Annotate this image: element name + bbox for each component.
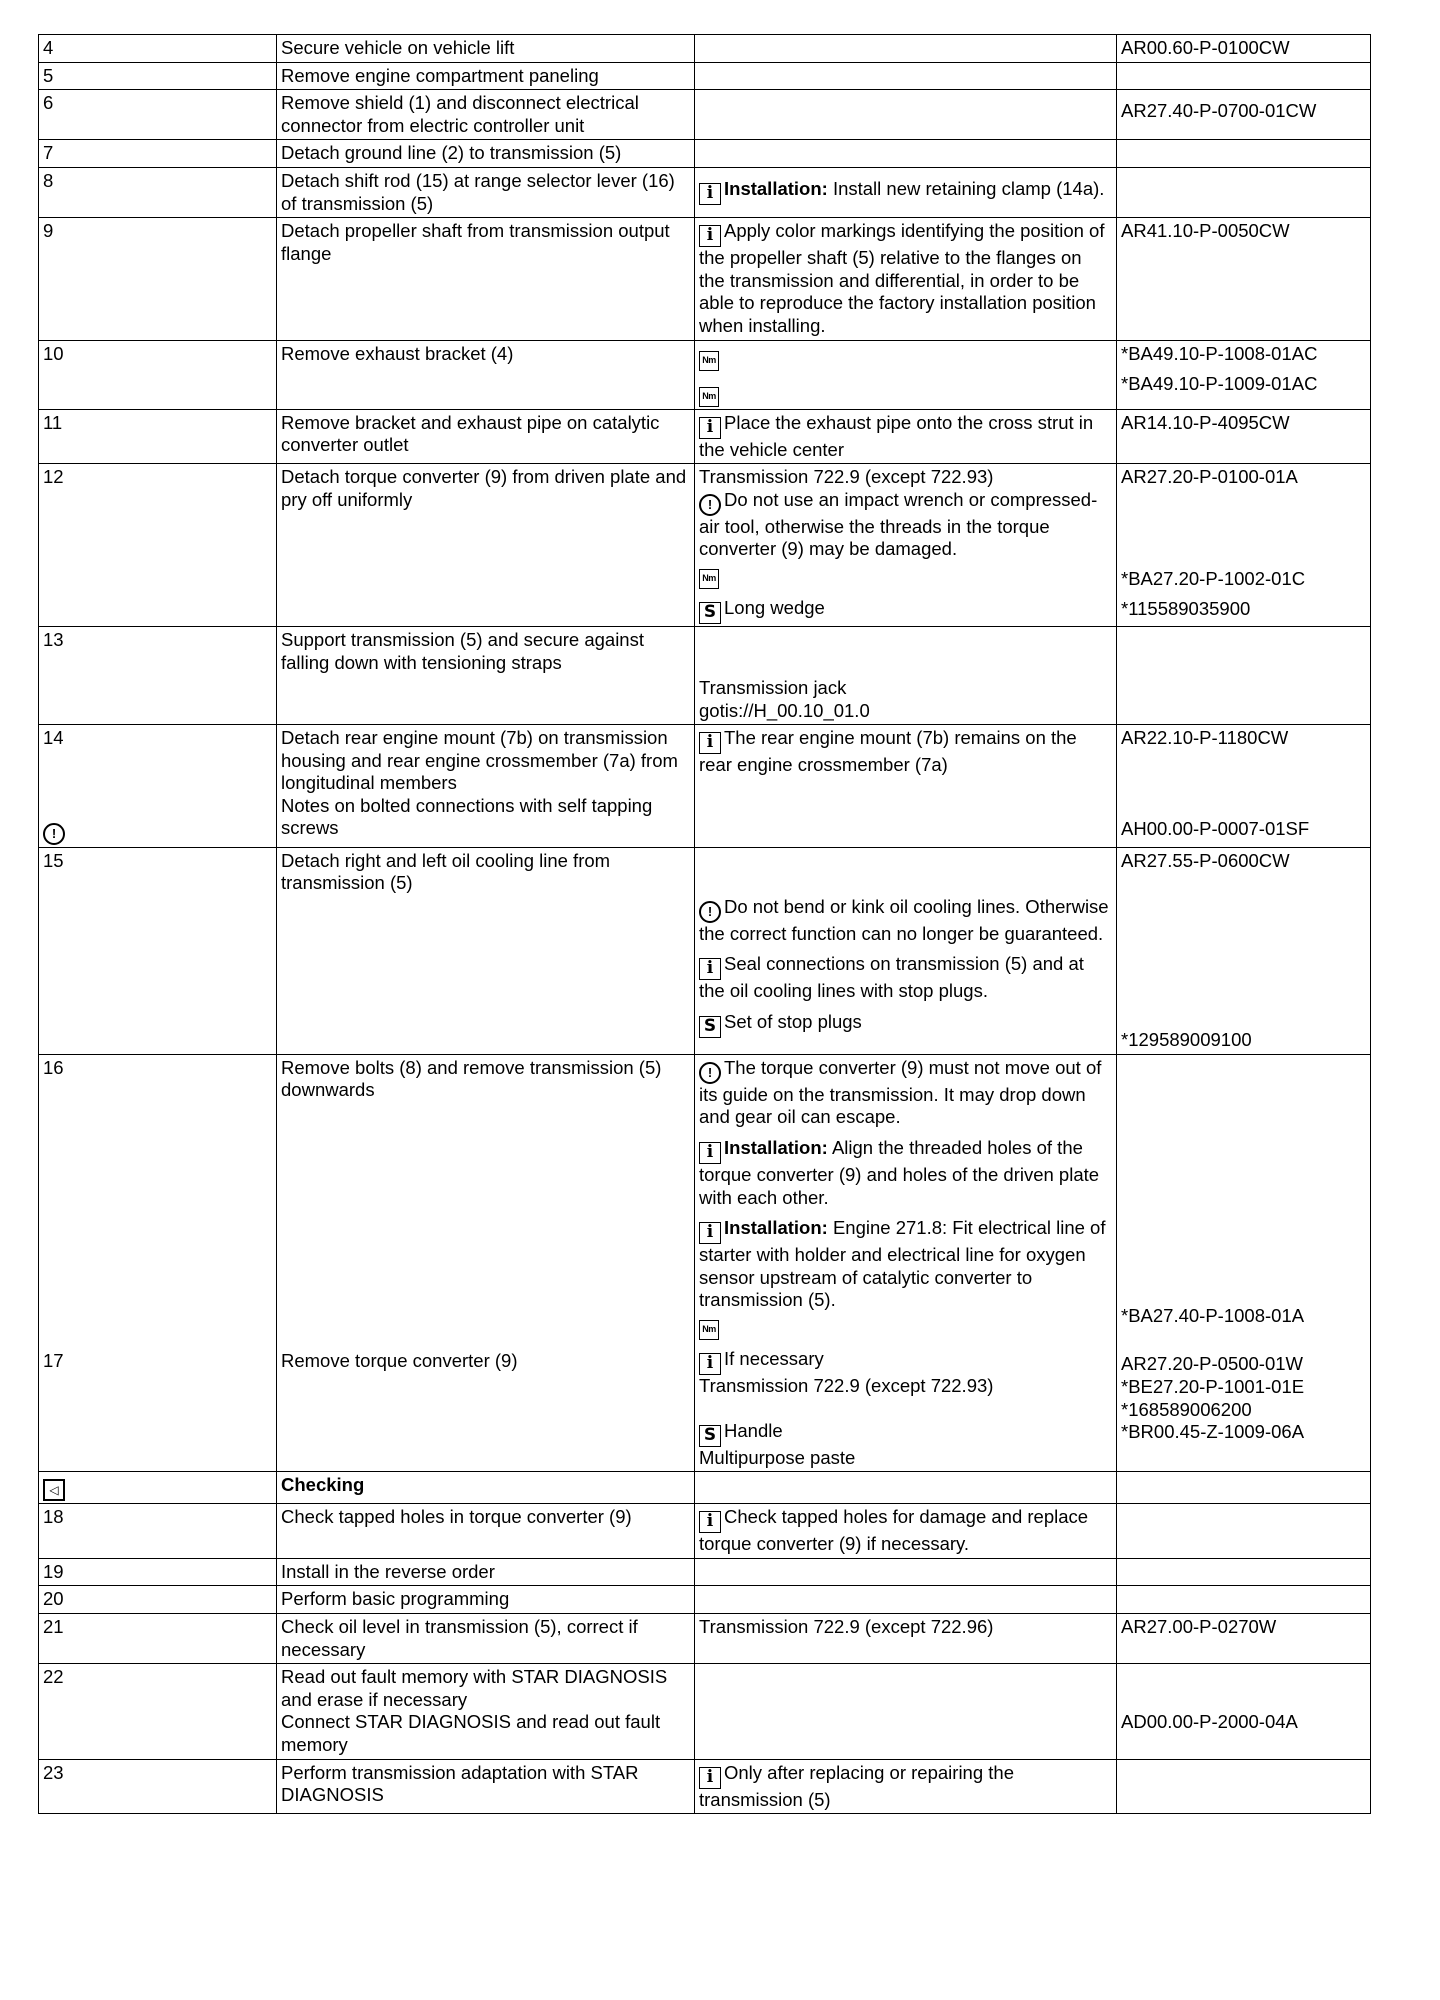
step-notes — [695, 409, 1117, 464]
step-description: Remove bolts (8) and remove transmission (5) downwards Remove torque converter (9) — [277, 1054, 695, 1471]
step-number: 10 — [39, 340, 277, 409]
warning-text: Do not use an impact wrench or compressed-air tool, otherwise the threads in the torque converter (9) may be damaged. — [699, 488, 1098, 560]
step-reference — [1117, 626, 1371, 724]
step-reference[interactable]: AR00.60-P-0100CW — [1117, 35, 1371, 63]
step-description: Support transmission (5) and secure against falling down with tensioning straps — [277, 626, 695, 724]
note-text: Check tapped holes for damage and replace torque converter (9) if necessary. — [699, 1506, 1089, 1555]
reference-link[interactable]: AR27.55-P-0600CW — [1121, 849, 1290, 871]
table-row — [39, 464, 1371, 627]
warning-icon: ! — [699, 1062, 721, 1084]
info-icon: i — [699, 958, 721, 980]
table-row — [39, 1759, 1371, 1814]
note-text: Transmission 722.9 (except 722.93) — [699, 1375, 994, 1397]
table-row — [39, 1558, 1371, 1586]
step-number: 23 — [39, 1759, 277, 1814]
info-icon: i — [699, 1511, 721, 1533]
table-row — [39, 1614, 1371, 1664]
step-notes — [695, 62, 1117, 90]
step-number: 8 — [39, 167, 277, 217]
reference-link[interactable]: *BA27.20-P-1002-01C — [1121, 567, 1306, 589]
tool-name: Set of stop plugs — [724, 1010, 862, 1032]
reference-link[interactable]: *168589006200 — [1121, 1398, 1252, 1420]
step-description: Detach propeller shaft from transmission output flange — [277, 218, 695, 340]
step-notes — [695, 725, 1117, 848]
step-description: Perform basic programming — [277, 1586, 695, 1614]
reference-link[interactable]: AR22.10-P-1180CW — [1121, 727, 1289, 749]
reference-link[interactable]: AR27.20-P-0100-01A — [1121, 466, 1298, 488]
step-description: Secure vehicle on vehicle lift — [277, 35, 695, 63]
step-reference — [1117, 1664, 1371, 1759]
step-notes — [695, 1664, 1117, 1759]
warning-icon: ! — [699, 494, 721, 516]
table-row — [39, 1664, 1371, 1759]
step-number: 20 — [39, 1586, 277, 1614]
step-notes — [695, 140, 1117, 168]
step-reference[interactable]: AR27.00-P-0270W — [1117, 1614, 1371, 1664]
step-number: 13 — [39, 626, 277, 724]
note-text: Only after replacing or repairing the transmission (5) — [699, 1761, 1014, 1810]
note-label: Installation: — [724, 1137, 828, 1159]
step-notes — [695, 218, 1117, 340]
step-number — [39, 1472, 277, 1504]
table-row — [39, 90, 1371, 140]
reference-link[interactable]: *115589035900 — [1121, 598, 1251, 620]
step-notes: Transmission 722.9 (except 722.96) — [695, 1614, 1117, 1664]
step-reference[interactable]: AR41.10-P-0050CW — [1117, 218, 1371, 340]
table-row — [39, 725, 1371, 848]
step-description: Detach right and left oil cooling line from transmission (5) — [277, 847, 695, 1054]
step-reference — [1117, 1054, 1371, 1471]
step-number: 12 — [39, 464, 277, 627]
step-notes — [695, 626, 1117, 724]
step-notes — [695, 90, 1117, 140]
step-description: Remove engine compartment paneling — [277, 62, 695, 90]
note-text: Place the exhaust pipe onto the cross strut in the vehicle center — [699, 411, 1094, 460]
info-icon: i — [699, 225, 721, 247]
warning-text: Do not bend or kink oil cooling lines. Otherwise the correct function can no longer be guaranteed. — [699, 895, 1109, 944]
step-notes — [695, 1504, 1117, 1559]
step-reference — [1117, 1504, 1371, 1559]
step-reference — [1117, 1586, 1371, 1614]
reference-link[interactable]: *129589009100 — [1121, 1029, 1252, 1051]
step-description: Check oil level in transmission (5), correct if necessary — [277, 1614, 695, 1664]
step-notes — [695, 1586, 1117, 1614]
step-number: 14 ! — [39, 725, 277, 848]
table-row — [39, 1586, 1371, 1614]
table-row — [39, 626, 1371, 724]
step-notes — [695, 35, 1117, 63]
step-notes — [695, 1472, 1117, 1504]
note-text: If necessary — [724, 1348, 824, 1370]
info-icon: i — [699, 1767, 721, 1789]
reference-link[interactable]: AR27.20-P-0500-01W — [1121, 1353, 1304, 1375]
step-notes — [695, 1054, 1117, 1471]
tool-link[interactable]: gotis://H_00.10_01.0 — [699, 699, 870, 721]
table-row — [39, 409, 1371, 464]
step-reference — [1117, 140, 1371, 168]
note-text: Seal connections on transmission (5) and at the oil cooling lines with stop plugs. — [699, 953, 1084, 1002]
step-number: 9 — [39, 218, 277, 340]
torque-nm-icon: Nm — [699, 569, 719, 589]
table-row — [39, 847, 1371, 1054]
step-number: 11 — [39, 409, 277, 464]
table-row — [39, 340, 1371, 409]
torque-nm-icon: Nm — [699, 387, 719, 407]
step-reference — [1117, 62, 1371, 90]
step-number: 19 — [39, 1558, 277, 1586]
table-row — [39, 218, 1371, 340]
step-description: Install in the reverse order — [277, 1558, 695, 1586]
step-description: Detach shift rod (15) at range selector lever (16) of transmission (5) — [277, 167, 695, 217]
section-heading: Checking — [277, 1472, 695, 1504]
step-reference — [1117, 464, 1371, 627]
special-tool-icon: S — [699, 602, 721, 624]
note-label: Installation: — [724, 1217, 828, 1239]
step-reference — [1117, 1558, 1371, 1586]
torque-nm-icon: Nm — [699, 351, 719, 371]
info-icon: i — [699, 183, 721, 205]
tool-name: Transmission jack — [699, 676, 847, 698]
step-number: 18 — [39, 1504, 277, 1559]
checking-icon: ◁ — [43, 1479, 65, 1501]
torque-nm-icon: Nm — [699, 1320, 719, 1340]
note-text: Install new retaining clamp (14a). — [832, 177, 1105, 199]
reference-link[interactable]: *BA49.10-P-1009-01AC — [1121, 373, 1318, 395]
note-text: Multipurpose paste — [699, 1446, 856, 1468]
step-description: Detach rear engine mount (7b) on transmission housing and rear engine crossmember (7a) from longitudinal members Notes on bolted connections with self tapping screws — [277, 725, 695, 848]
procedure-table — [38, 34, 1371, 1814]
note-label: Installation: — [724, 177, 828, 199]
table-row — [39, 35, 1371, 63]
step-notes — [695, 847, 1117, 1054]
step-description: Read out fault memory with STAR DIAGNOSIS and erase if necessary Connect STAR DIAGNOSIS and read out fault memory — [277, 1664, 695, 1759]
step-reference — [1117, 1472, 1371, 1504]
reference-link[interactable]: AR27.40-P-0700-01CW — [1121, 100, 1317, 122]
procedure-table-container — [38, 34, 1370, 1814]
reference-link[interactable]: *BA27.40-P-1008-01A — [1121, 1304, 1305, 1326]
reference-link[interactable]: *BA49.10-P-1008-01AC — [1121, 342, 1318, 364]
note-text: Engine 271.8: Fit electrical line of starter with holder and electrical line for oxygen sensor upstream of catalytic converter to transmission (5). — [699, 1217, 1106, 1311]
reference-link[interactable]: *BE27.20-P-1001-01E — [1121, 1376, 1305, 1398]
step-reference — [1117, 847, 1371, 1054]
step-notes — [695, 1759, 1117, 1814]
step-number: 6 — [39, 90, 277, 140]
tool-name: Handle — [724, 1419, 783, 1441]
reference-link[interactable]: *BR00.45-Z-1009-06A — [1121, 1421, 1305, 1443]
note-text: Align the threaded holes of the torque converter (9) and holes of the driven plate with each other. — [699, 1137, 1100, 1208]
table-row — [39, 1504, 1371, 1559]
info-icon: i — [699, 1353, 721, 1375]
step-description: Check tapped holes in torque converter (9) — [277, 1504, 695, 1559]
step-description: Perform transmission adaptation with STAR DIAGNOSIS — [277, 1759, 695, 1814]
table-row — [39, 62, 1371, 90]
warning-icon: ! — [43, 823, 65, 845]
info-icon: i — [699, 1142, 721, 1164]
step-reference[interactable]: AR14.10-P-4095CW — [1117, 409, 1371, 464]
reference-link[interactable]: AD00.00-P-2000-04A — [1121, 1711, 1298, 1733]
note-text: Apply color markings identifying the position of the propeller shaft (5) relative to the flanges on the transmission and differential, in order to be able to reproduce the factory installation position when installing. — [699, 220, 1105, 336]
info-icon: i — [699, 732, 721, 754]
special-tool-icon: S — [699, 1016, 721, 1038]
table-row — [39, 167, 1371, 217]
warning-text: The torque converter (9) must not move out of its guide on the transmission. It may drop down and gear oil can escape. — [699, 1056, 1102, 1128]
table-row — [39, 1472, 1371, 1504]
note-text: The rear engine mount (7b) remains on the rear engine crossmember (7a) — [699, 727, 1077, 776]
special-tool-icon: S — [699, 1425, 721, 1447]
info-icon: i — [699, 1222, 721, 1244]
step-notes — [695, 1558, 1117, 1586]
step-description: Remove shield (1) and disconnect electrical connector from electric controller unit — [277, 90, 695, 140]
step-number: 21 — [39, 1614, 277, 1664]
step-description: Remove bracket and exhaust pipe on catalytic converter outlet — [277, 409, 695, 464]
step-number: 15 — [39, 847, 277, 1054]
step-notes — [695, 167, 1117, 217]
step-reference — [1117, 90, 1371, 140]
step-number: 16 17 — [39, 1054, 277, 1471]
step-reference — [1117, 1759, 1371, 1814]
step-number: 22 — [39, 1664, 277, 1759]
step-reference — [1117, 725, 1371, 848]
table-row — [39, 1054, 1371, 1471]
step-number: 4 — [39, 35, 277, 63]
table-row — [39, 140, 1371, 168]
step-description: Detach torque converter (9) from driven plate and pry off uniformly — [277, 464, 695, 627]
step-notes — [695, 340, 1117, 409]
warning-icon: ! — [699, 901, 721, 923]
step-reference — [1117, 340, 1371, 409]
info-icon: i — [699, 417, 721, 439]
step-description: Detach ground line (2) to transmission (5) — [277, 140, 695, 168]
step-number: 5 — [39, 62, 277, 90]
note-text: Transmission 722.9 (except 722.93) — [699, 466, 994, 488]
step-reference — [1117, 167, 1371, 217]
reference-link[interactable]: AH00.00-P-0007-01SF — [1121, 817, 1310, 839]
step-number: 7 — [39, 140, 277, 168]
step-description: Remove exhaust bracket (4) — [277, 340, 695, 409]
tool-name: Long wedge — [724, 596, 825, 618]
step-notes — [695, 464, 1117, 627]
